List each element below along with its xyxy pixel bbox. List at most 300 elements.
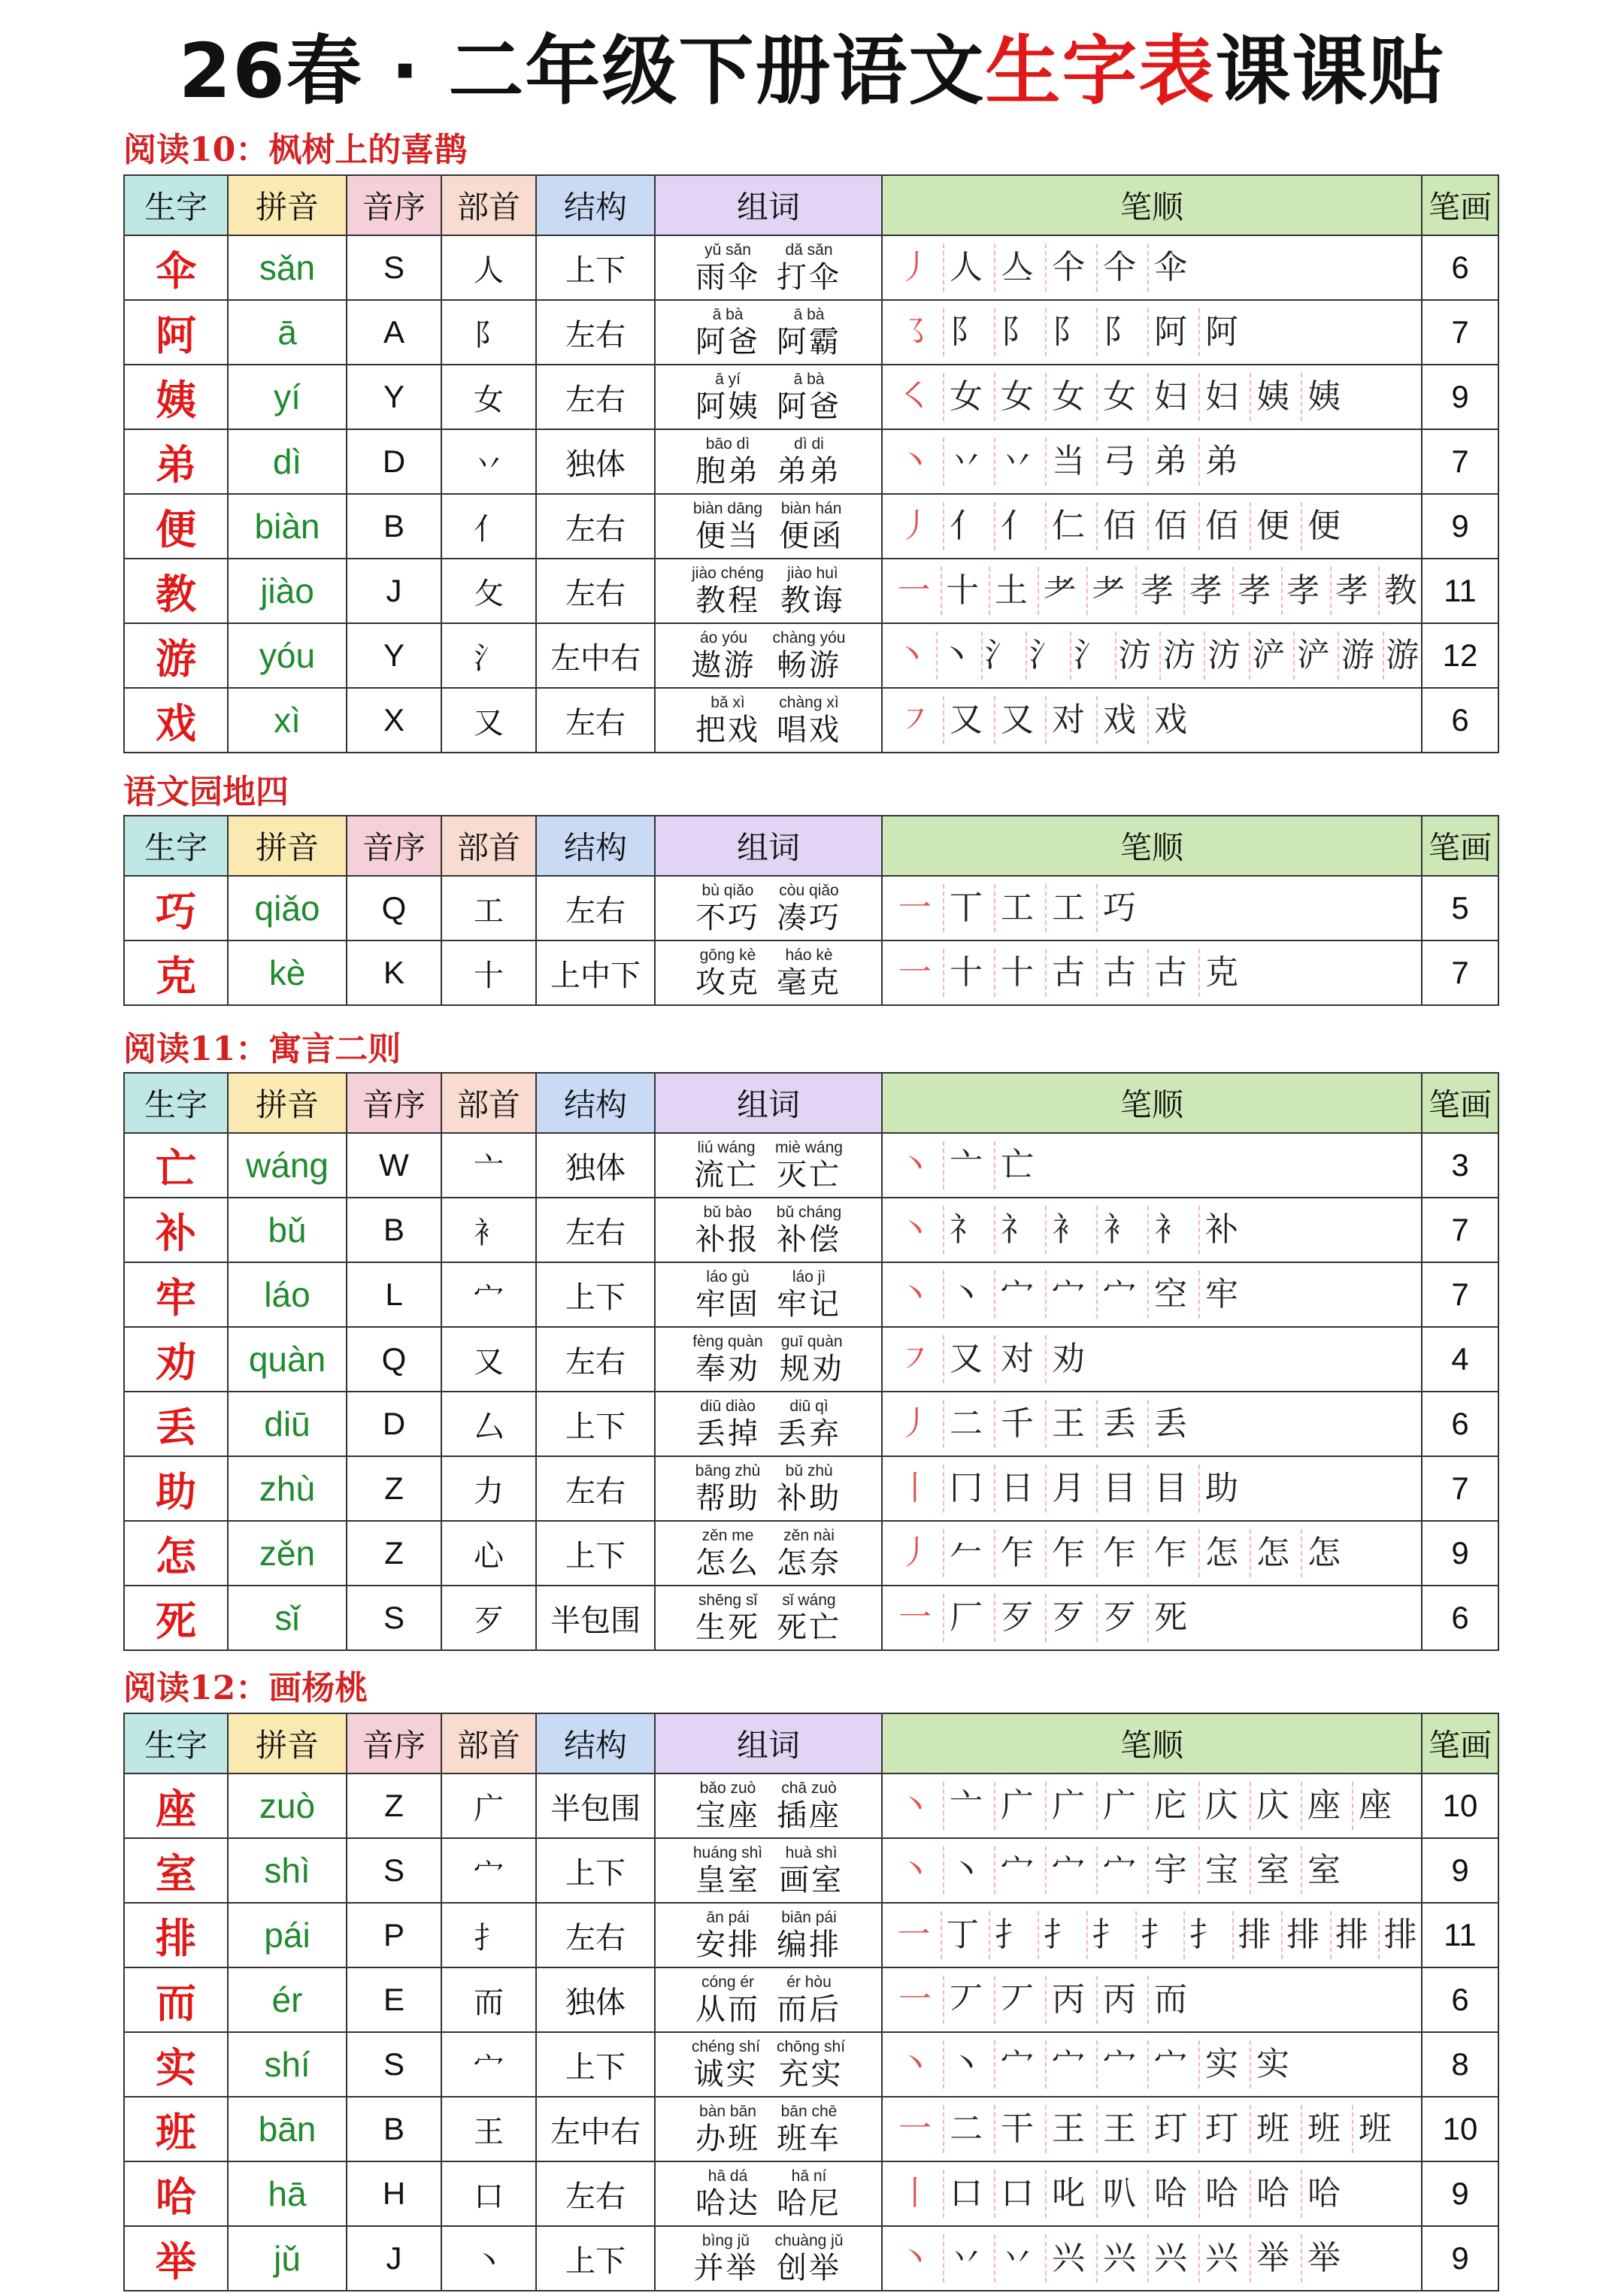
stroke-step: 当 <box>1045 438 1090 486</box>
stroke-step: 克 <box>1198 949 1244 997</box>
pinyin-cell: hā <box>228 2161 347 2226</box>
structure-cell: 上下 <box>536 1262 655 1327</box>
word-hanzi: 从而 <box>695 1992 760 2027</box>
word-item <box>692 564 764 618</box>
stroke-step: 座 <box>1352 1782 1397 1830</box>
stroke-step: 丆 <box>994 1976 1039 2024</box>
structure-cell: 半包围 <box>536 1773 655 1838</box>
word-hanzi: 诚实 <box>693 2057 759 2092</box>
word-hanzi: 畅游 <box>776 648 841 683</box>
stroke-sequence <box>883 1328 1421 1391</box>
stroke-step: 扌 <box>1183 1911 1226 1959</box>
radical-cell: 阝 <box>441 300 536 365</box>
word-item <box>777 946 841 1000</box>
word-hanzi: 帮助 <box>695 1481 760 1516</box>
stroke-step: 兴 <box>1045 2234 1090 2282</box>
words-cell <box>655 2097 882 2161</box>
stroke-step: ㇛ <box>898 377 932 416</box>
stroke-step: 孝 <box>1330 567 1373 615</box>
stroke-step: 妇 <box>1198 373 1244 421</box>
char-cell: 实 <box>124 2032 228 2097</box>
word-item <box>777 370 841 424</box>
word-group <box>656 689 881 752</box>
stroke-step: 宀 <box>1147 2040 1192 2089</box>
word-pinyin: liú wáng <box>697 1139 756 1156</box>
char-cell: 游 <box>124 623 228 688</box>
stroke-count-cell: 9 <box>1422 2226 1498 2291</box>
word-hanzi: 流亡 <box>694 1158 759 1192</box>
stroke-step: 排 <box>1281 1911 1324 1959</box>
pinyin-cell: biàn <box>228 494 347 559</box>
word-item <box>779 499 844 553</box>
order-cell: B <box>347 494 441 559</box>
pinyin-cell: kè <box>228 941 347 1005</box>
stroke-step: 王 <box>1045 1400 1090 1448</box>
stroke-step: 戏 <box>1096 696 1141 744</box>
table-header-row <box>124 816 1498 876</box>
words-cell <box>655 876 882 941</box>
stroke-step: 实 <box>1198 2040 1244 2089</box>
word-hanzi: 弟弟 <box>777 454 841 489</box>
word-item <box>777 1397 841 1451</box>
table-row <box>124 1262 1498 1327</box>
stroke-step: 巧 <box>1096 884 1141 932</box>
stroke-step: 女 <box>994 373 1039 421</box>
word-hanzi: 规劝 <box>779 1352 844 1386</box>
table-row <box>124 876 1498 941</box>
strokes-cell <box>882 2161 1422 2226</box>
stroke-step: 丶 <box>943 1271 988 1319</box>
word-pinyin: zěn nài <box>783 1527 835 1544</box>
header-count: 笔画 <box>1422 1713 1498 1773</box>
stroke-step: 阝 <box>1045 308 1090 356</box>
word-item <box>695 1203 760 1257</box>
word-pinyin: chéng shí <box>691 2038 760 2055</box>
stroke-step: 乍 <box>1045 1529 1090 1577</box>
word-hanzi: 雨伞 <box>695 260 760 295</box>
stroke-step: 丙 <box>1045 1976 1090 2024</box>
word-hanzi: 画室 <box>779 1863 844 1898</box>
radical-cell: 口 <box>441 2161 536 2226</box>
stroke-step: 一 <box>897 1916 931 1954</box>
table-row <box>124 1903 1498 1967</box>
order-cell: Q <box>347 1327 441 1392</box>
order-cell: H <box>347 2161 441 2226</box>
stroke-step: 丿 <box>898 1534 932 1572</box>
table-row <box>124 365 1498 429</box>
stroke-step: 工 <box>994 884 1039 932</box>
stroke-step: 班 <box>1352 2105 1397 2153</box>
order-cell: Y <box>347 365 441 429</box>
stroke-step: 丶 <box>898 1786 932 1825</box>
word-pinyin: gōng kè <box>699 947 756 964</box>
stroke-step: 口 <box>943 2170 988 2218</box>
word-pinyin: huà shì <box>785 1844 838 1861</box>
stroke-step: 亼 <box>994 244 1039 292</box>
word-hanzi: 宝座 <box>695 1798 760 1833</box>
pinyin-cell: bǔ <box>228 1198 347 1262</box>
structure-cell: 上下 <box>536 2226 655 2291</box>
word-item <box>777 2037 845 2092</box>
stroke-step: 宀 <box>1045 1846 1090 1895</box>
radical-cell: 宀 <box>441 1838 536 1903</box>
title-highlight: 生字表 <box>985 27 1216 115</box>
order-cell: D <box>347 429 441 494</box>
word-item <box>777 1973 841 2027</box>
radical-cell: 工 <box>441 876 536 941</box>
stroke-step: 一 <box>898 2110 932 2148</box>
word-pinyin: áo yóu <box>700 629 748 647</box>
stroke-step: 兴 <box>1147 2234 1192 2282</box>
word-pinyin: chàng yóu <box>772 629 846 647</box>
word-item <box>695 2167 760 2221</box>
word-hanzi: 便当 <box>695 519 760 553</box>
word-hanzi: 打伞 <box>777 260 841 295</box>
word-hanzi: 哈尼 <box>777 2186 841 2221</box>
order-cell: Q <box>347 876 441 941</box>
word-hanzi: 阿爸 <box>695 325 760 359</box>
stroke-step: 歹 <box>994 1594 1039 1642</box>
stroke-step: 教 <box>1378 567 1421 615</box>
stroke-step: 乍 <box>1147 1529 1192 1577</box>
radical-cell: 力 <box>441 1456 536 1521</box>
word-pinyin: láo jì <box>792 1268 826 1286</box>
header-radical: 部首 <box>441 175 536 235</box>
char-cell: 姨 <box>124 365 228 429</box>
stroke-step: 衤 <box>1147 1206 1192 1254</box>
stroke-step: 丶 <box>898 442 932 480</box>
char-cell: 克 <box>124 941 228 1005</box>
header-pinyin: 拼音 <box>228 175 347 235</box>
word-group <box>656 1839 881 1902</box>
strokes-cell <box>882 2097 1422 2161</box>
strokes-cell <box>882 623 1422 688</box>
char-cell: 便 <box>124 494 228 559</box>
stroke-step: 仐 <box>1045 244 1090 292</box>
table-row <box>124 429 1498 494</box>
stroke-step: 叭 <box>1096 2170 1141 2218</box>
header-count: 笔画 <box>1422 1073 1498 1133</box>
stroke-step: 仁 <box>1045 502 1090 550</box>
stroke-sequence <box>883 2033 1421 2096</box>
radical-cell: 攵 <box>441 559 536 623</box>
stroke-step: 乍 <box>1096 1529 1141 1577</box>
words-cell <box>655 623 882 688</box>
stroke-count-cell: 7 <box>1422 941 1498 1005</box>
stroke-sequence <box>883 689 1421 752</box>
word-item <box>777 881 841 935</box>
char-cell: 补 <box>124 1198 228 1262</box>
radical-cell: 亠 <box>441 1133 536 1198</box>
word-hanzi: 教程 <box>695 583 760 618</box>
structure-cell: 左右 <box>536 559 655 623</box>
word-hanzi: 补报 <box>695 1222 760 1257</box>
word-pinyin: bān chē <box>780 2103 838 2120</box>
stroke-step: 举 <box>1250 2234 1295 2282</box>
radical-cell: 宀 <box>441 1262 536 1327</box>
pinyin-cell: qiǎo <box>228 876 347 941</box>
stroke-step: 阝 <box>1096 308 1141 356</box>
char-cell: 牢 <box>124 1262 228 1327</box>
stroke-sequence <box>883 1457 1421 1520</box>
stroke-sequence <box>883 941 1421 1004</box>
word-item <box>693 2231 758 2285</box>
stroke-count-cell: 7 <box>1422 300 1498 365</box>
table-row <box>124 1838 1498 1903</box>
stroke-step: 班 <box>1301 2105 1346 2153</box>
stroke-sequence <box>883 495 1421 558</box>
stroke-step: 女 <box>943 373 988 421</box>
stroke-step: 牢 <box>1198 1271 1244 1319</box>
pinyin-cell: ā <box>228 300 347 365</box>
stroke-step: 助 <box>1198 1465 1244 1513</box>
words-cell <box>655 1456 882 1521</box>
stroke-step: 哈 <box>1198 2170 1244 2218</box>
word-pinyin: biàn hán <box>780 500 842 517</box>
stroke-step: 丷 <box>994 438 1039 486</box>
word-pinyin: háo kè <box>785 947 833 964</box>
words-cell <box>655 559 882 623</box>
word-pinyin: chàng xì <box>779 694 839 711</box>
stroke-step: 班 <box>1250 2105 1295 2153</box>
word-hanzi: 教诲 <box>780 583 845 618</box>
word-pinyin: yǔ sǎn <box>704 241 751 259</box>
strokes-cell <box>882 941 1422 1005</box>
word-group <box>656 1522 881 1585</box>
structure-cell: 上中下 <box>536 941 655 1005</box>
char-cell: 伞 <box>124 235 228 300</box>
word-group <box>656 2227 881 2290</box>
table-row <box>124 1133 1498 1198</box>
word-pinyin: láo gù <box>706 1268 750 1286</box>
strokes-cell <box>882 876 1422 941</box>
word-group <box>656 2098 881 2161</box>
stroke-step: 古 <box>1096 949 1141 997</box>
stroke-sequence <box>883 1904 1421 1967</box>
stroke-step: 浐 <box>1293 632 1332 680</box>
stroke-step: 排 <box>1378 1911 1421 1959</box>
stroke-step: 佰 <box>1147 502 1192 550</box>
structure-cell: 左右 <box>536 688 655 753</box>
stroke-sequence <box>883 1968 1421 2031</box>
pinyin-cell: quàn <box>228 1327 347 1392</box>
stroke-step: 兴 <box>1096 2234 1141 2282</box>
pinyin-cell: shí <box>228 2032 347 2097</box>
word-pinyin: jiào chéng <box>692 565 764 582</box>
stroke-step: 土 <box>989 567 1032 615</box>
strokes-cell <box>882 1903 1422 1967</box>
stroke-step: 礻 <box>994 1206 1039 1254</box>
word-hanzi: 胞弟 <box>695 454 760 489</box>
words-cell <box>655 1586 882 1650</box>
stroke-count-cell: 9 <box>1422 494 1498 559</box>
stroke-count-cell: 7 <box>1422 1198 1498 1262</box>
stroke-step: 亡 <box>994 1141 1039 1189</box>
pinyin-cell: bān <box>228 2097 347 2161</box>
header-strokes: 笔顺 <box>882 1713 1422 1773</box>
structure-cell: 左中右 <box>536 2097 655 2161</box>
header-structure: 结构 <box>536 175 655 235</box>
word-item <box>777 1203 841 1257</box>
word-group <box>656 301 881 364</box>
stroke-step: 宀 <box>994 2040 1039 2089</box>
stroke-step: 丢 <box>1096 1400 1141 1448</box>
stroke-step: 衤 <box>1096 1206 1141 1254</box>
stroke-sequence <box>883 1839 1421 1902</box>
stroke-count-cell: 9 <box>1422 2161 1498 2226</box>
stroke-step: 一 <box>898 1598 932 1637</box>
stroke-step: 伞 <box>1147 244 1192 292</box>
stroke-step: 劝 <box>1045 1335 1090 1383</box>
stroke-count-cell: 9 <box>1422 1521 1498 1586</box>
stroke-sequence <box>883 2227 1421 2290</box>
word-pinyin: dǎ sǎn <box>785 241 833 259</box>
word-group <box>656 1904 881 1967</box>
words-cell <box>655 1198 882 1262</box>
stroke-step: 又 <box>994 696 1039 744</box>
word-pinyin: jiào huì <box>787 565 838 582</box>
word-pinyin: ā yí <box>715 371 741 388</box>
pinyin-cell: yóu <box>228 623 347 688</box>
stroke-step: 姨 <box>1301 373 1346 421</box>
word-hanzi: 班车 <box>777 2122 841 2156</box>
word-pinyin: bǎ xì <box>710 694 745 711</box>
radical-cell: 广 <box>441 1773 536 1838</box>
header-pinyin: 拼音 <box>228 1073 347 1133</box>
section-title: 阅读11：寓言二则 <box>123 1030 401 1068</box>
word-item <box>695 1526 760 1580</box>
stroke-step: 汸 <box>1115 632 1153 680</box>
stroke-step: 亠 <box>943 1782 988 1830</box>
table-header-row <box>124 1713 1498 1773</box>
stroke-step: 宀 <box>1045 2040 1090 2089</box>
word-pinyin: bāng zhù <box>695 1462 761 1480</box>
word-group <box>656 236 881 299</box>
structure-cell: 左右 <box>536 2161 655 2226</box>
stroke-step: 丁 <box>941 1911 983 1959</box>
stroke-step: 戏 <box>1147 696 1192 744</box>
stroke-step: 阿 <box>1147 308 1192 356</box>
header-radical: 部首 <box>441 1713 536 1773</box>
title-suffix: 课课贴 <box>1215 27 1446 115</box>
stroke-count-cell: 7 <box>1422 429 1498 494</box>
pinyin-cell: sǎn <box>228 235 347 300</box>
char-cell: 弟 <box>124 429 228 494</box>
stroke-step: 扌 <box>1135 1911 1178 1959</box>
header-words: 组词 <box>655 175 882 235</box>
header-char: 生字 <box>124 1073 228 1133</box>
stroke-step: 阝 <box>994 308 1039 356</box>
word-item <box>692 1332 762 1386</box>
word-hanzi: 灭亡 <box>776 1158 841 1192</box>
stroke-step: 王 <box>1045 2105 1090 2153</box>
stroke-step: 丆 <box>943 1976 988 2024</box>
stroke-count-cell: 12 <box>1422 623 1498 688</box>
word-item <box>694 1138 759 1192</box>
word-pinyin: chōng shí <box>777 2038 846 2055</box>
stroke-step: 日 <box>994 1465 1039 1513</box>
stroke-count-cell: 11 <box>1422 559 1498 623</box>
radical-cell: 厶 <box>441 1392 536 1456</box>
stroke-count-cell: 8 <box>1422 2032 1498 2097</box>
word-pinyin: shēng sǐ <box>698 1592 758 1609</box>
stroke-step: 弟 <box>1198 438 1244 486</box>
stroke-step: 宝 <box>1198 1846 1244 1895</box>
header-words: 组词 <box>655 1713 882 1773</box>
stroke-step: 宀 <box>994 1271 1039 1319</box>
pinyin-cell: zuò <box>228 1773 347 1838</box>
stroke-step: 丶 <box>898 1210 932 1249</box>
word-pinyin: ā bà <box>712 306 744 323</box>
order-cell: J <box>347 559 441 623</box>
strokes-cell <box>882 1838 1422 1903</box>
stroke-step: 丶 <box>943 1846 988 1895</box>
pinyin-cell: jǔ <box>228 2226 347 2291</box>
char-cell: 班 <box>124 2097 228 2161</box>
word-hanzi: 奉劝 <box>695 1352 760 1386</box>
stroke-step: 十 <box>941 567 983 615</box>
order-cell: L <box>347 1262 441 1327</box>
stroke-step: 女 <box>1096 373 1141 421</box>
word-group <box>656 365 881 429</box>
stroke-sequence <box>883 1263 1421 1326</box>
strokes-cell <box>882 235 1422 300</box>
strokes-cell <box>882 688 1422 753</box>
table-row <box>124 1456 1498 1521</box>
stroke-count-cell: 9 <box>1422 1838 1498 1903</box>
word-group <box>656 2162 881 2225</box>
pinyin-cell: diū <box>228 1392 347 1456</box>
structure-cell: 左右 <box>536 1903 655 1967</box>
page-title <box>0 15 1624 128</box>
stroke-step: 𠂉 <box>943 1529 988 1577</box>
stroke-count-cell: 7 <box>1422 1456 1498 1521</box>
stroke-step: 庀 <box>1147 1782 1192 1830</box>
header-radical: 部首 <box>441 816 536 876</box>
pinyin-cell: dì <box>228 429 347 494</box>
radical-cell: 宀 <box>441 2032 536 2097</box>
order-cell: D <box>347 1392 441 1456</box>
pinyin-cell: yí <box>228 365 347 429</box>
word-group <box>656 877 881 940</box>
stroke-step: 哈 <box>1250 2170 1295 2218</box>
word-group <box>656 430 881 493</box>
word-hanzi: 补偿 <box>776 1222 841 1257</box>
word-pinyin: hā dá <box>707 2167 748 2185</box>
strokes-cell <box>882 1456 1422 1521</box>
stroke-sequence <box>883 1586 1421 1649</box>
word-hanzi: 凑巧 <box>777 901 841 935</box>
radical-cell: 丶 <box>441 2226 536 2291</box>
stroke-step: 广 <box>1096 1782 1141 1830</box>
word-item <box>777 1908 841 1962</box>
stroke-step: 丅 <box>943 884 988 932</box>
char-cell: 而 <box>124 1967 228 2032</box>
stroke-sequence <box>883 2098 1421 2161</box>
stroke-step: 玎 <box>1198 2105 1244 2153</box>
stroke-step: 室 <box>1301 1846 1346 1895</box>
char-cell: 助 <box>124 1456 228 1521</box>
word-item <box>773 629 846 683</box>
header-structure: 结构 <box>536 1073 655 1133</box>
table-row <box>124 1327 1498 1392</box>
stroke-step: 二 <box>943 2105 988 2153</box>
structure-cell: 左中右 <box>536 623 655 688</box>
stroke-step: 对 <box>994 1335 1039 1383</box>
stroke-step: 十 <box>994 949 1039 997</box>
order-cell: S <box>347 1586 441 1650</box>
word-hanzi: 并举 <box>693 2251 759 2285</box>
